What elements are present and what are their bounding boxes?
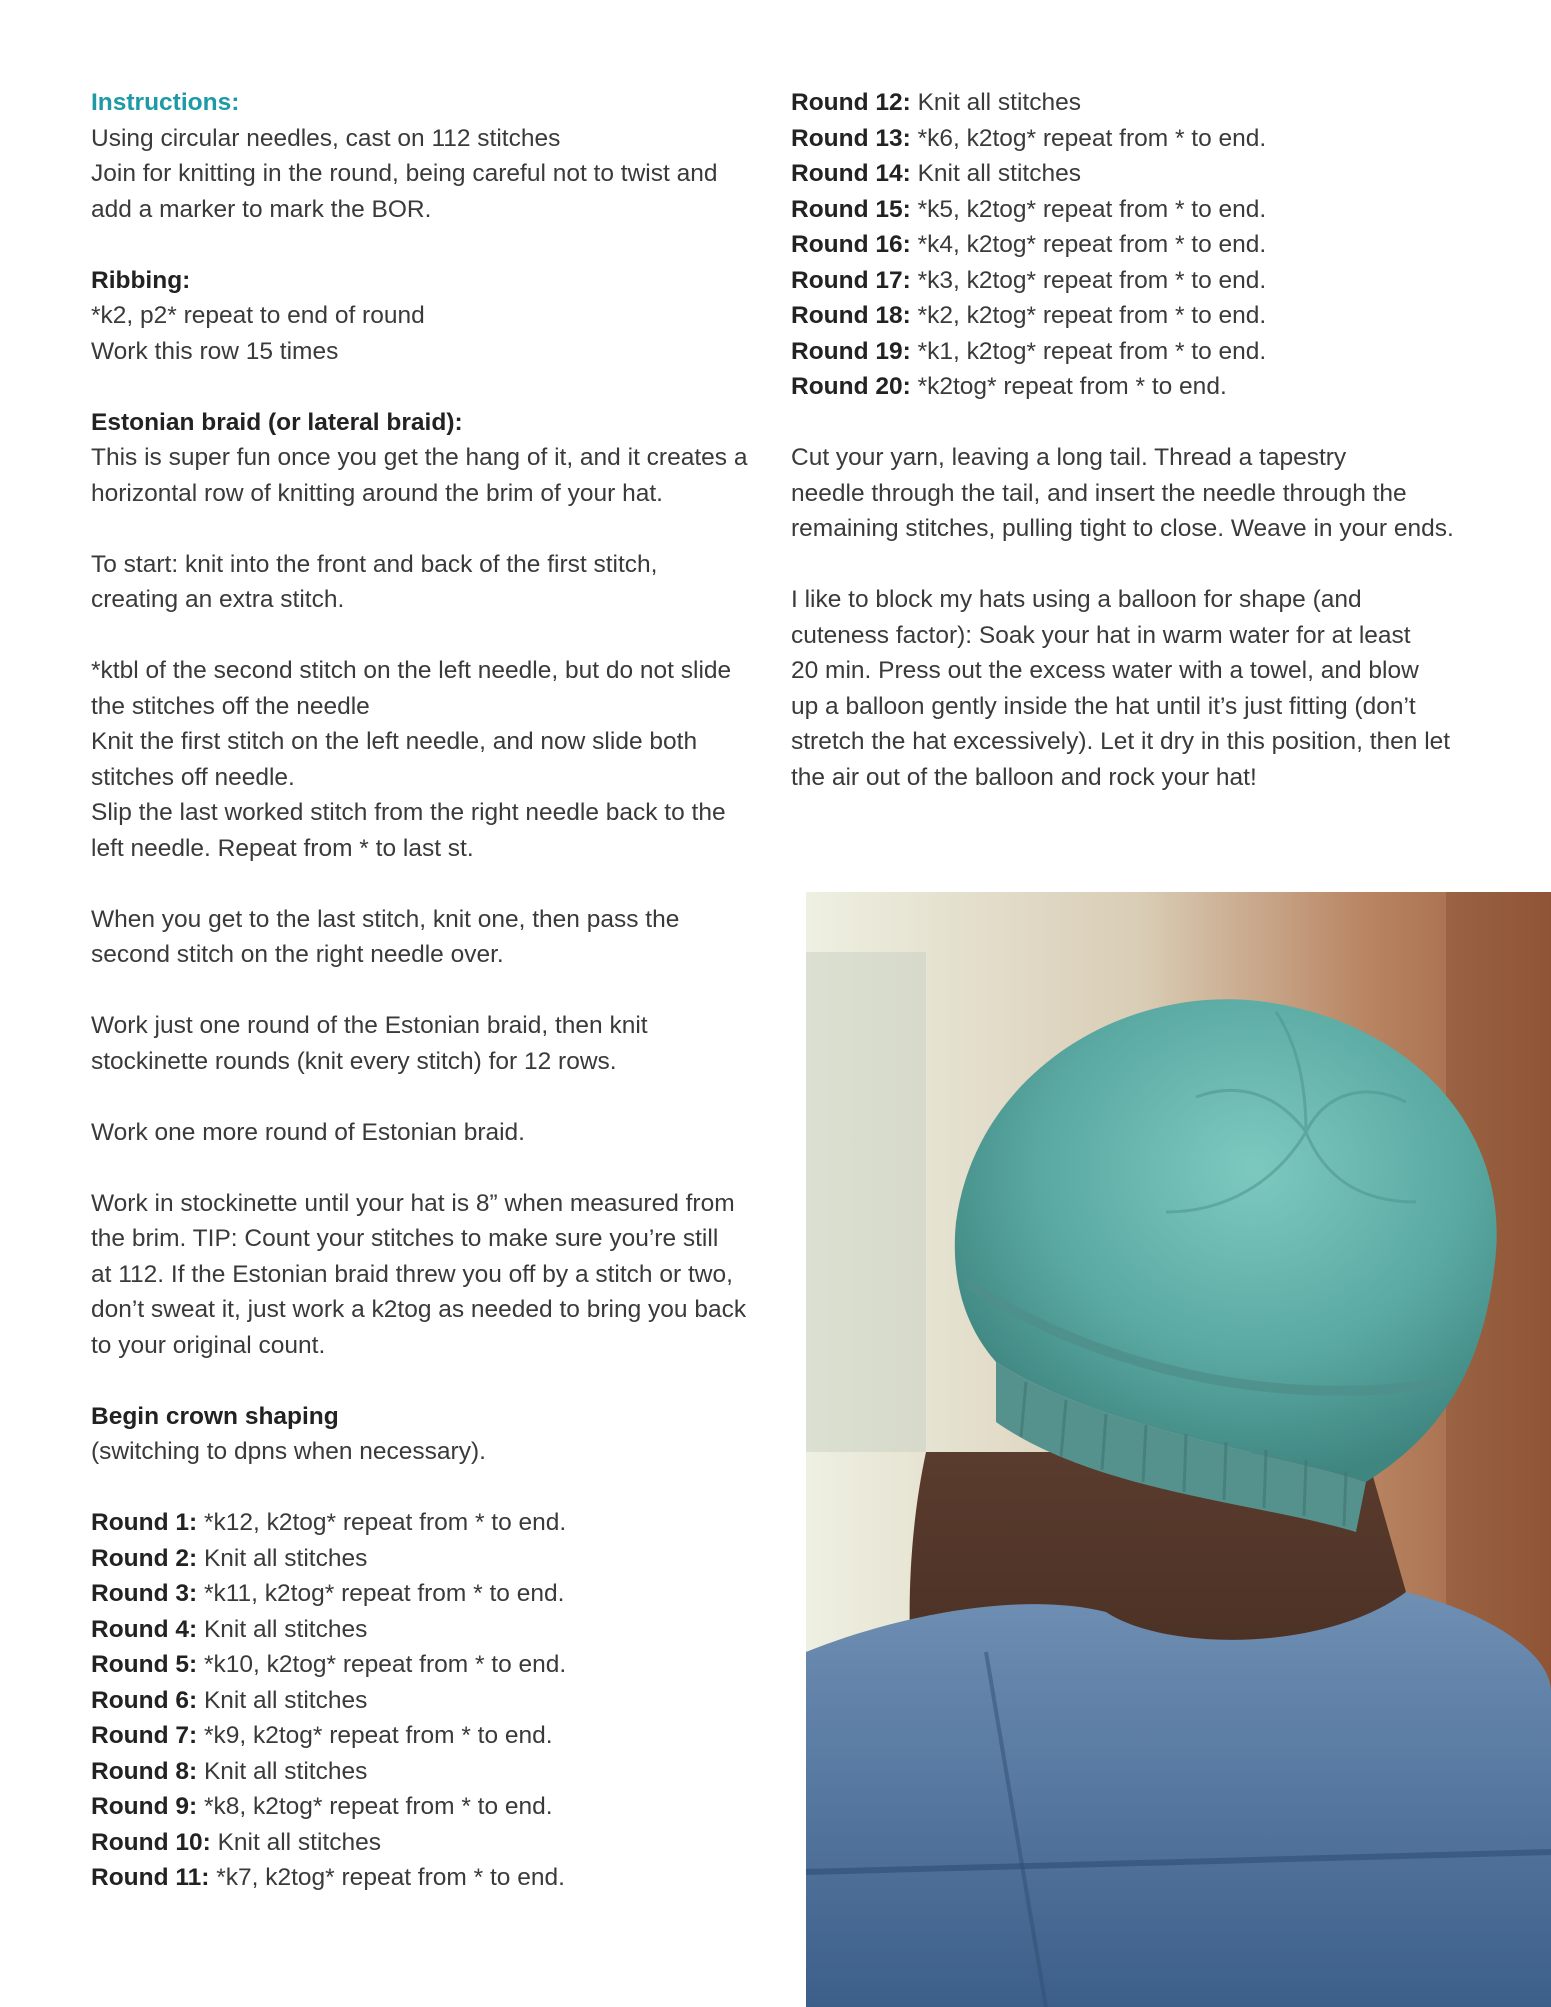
round-label: Round 10:	[91, 1828, 211, 1856]
round-label: Round 11:	[91, 1864, 210, 1891]
round-row	[91, 1789, 771, 1825]
last-stitch-line: second stitch on the right needle over.	[91, 941, 504, 968]
round-row	[91, 1505, 771, 1541]
braid-intro-line: horizontal row of knitting around the brim of your hat.	[91, 479, 663, 507]
round-label: Round 3:	[91, 1580, 198, 1607]
round-label: Round 12:	[791, 89, 911, 116]
stockinette-line: at 112. If the Estonian braid threw you off by a stitch or two,	[91, 1260, 733, 1288]
round-label: Round 14:	[791, 160, 911, 187]
round-row	[791, 227, 1471, 263]
one-round-line: Work just one round of the Estonian braid, then knit	[91, 1012, 648, 1039]
round-row	[791, 121, 1471, 157]
one-round-line: stockinette rounds (knit every stitch) for 12 rows.	[91, 1047, 617, 1075]
round-text: Knit all stitches	[910, 89, 1081, 116]
braid-start-line: creating an extra stitch.	[91, 586, 345, 613]
finish-line: remaining stitches, pulling tight to close. Weave in your ends.	[791, 515, 1454, 542]
round-row	[91, 1541, 771, 1577]
left-column	[91, 85, 771, 1896]
round-row	[791, 192, 1471, 228]
round-row	[91, 1754, 771, 1790]
crown-note: (switching to dpns when necessary).	[91, 1438, 486, 1465]
round-label: Round 9:	[91, 1793, 198, 1820]
round-label: Round 8:	[91, 1757, 198, 1785]
hat-photo-illustration	[806, 892, 1551, 2007]
round-text: Knit all stitches	[197, 1615, 368, 1643]
blocking-line: up a balloon gently inside the hat until it’s just fitting (don’t	[791, 692, 1416, 720]
round-label: Round 13:	[791, 124, 911, 152]
round-row	[791, 334, 1471, 370]
round-text: *k2, k2tog* repeat from * to end.	[910, 302, 1267, 329]
intro-line: Using circular needles, cast on 112 stitches	[91, 124, 561, 152]
round-row	[91, 1825, 771, 1861]
round-text: *k10, k2tog* repeat from * to end.	[197, 1651, 567, 1678]
braid-step-line: left needle. Repeat from * to last st.	[91, 834, 474, 862]
stockinette-line: the brim. TIP: Count your stitches to make sure you’re still	[91, 1225, 719, 1252]
braid-step-line: the stitches off the needle	[91, 692, 370, 720]
round-label: Round 1:	[91, 1509, 198, 1536]
round-label: Round 19:	[791, 337, 911, 365]
braid-step-line: stitches off needle.	[91, 763, 295, 791]
round-row	[91, 1683, 771, 1719]
round-row	[91, 1718, 771, 1754]
round-label: Round 4:	[91, 1615, 198, 1643]
round-text: Knit all stitches	[910, 160, 1081, 187]
round-label: Round 7:	[91, 1722, 198, 1749]
blocking-line: the air out of the balloon and rock your hat!	[791, 763, 1257, 791]
round-row	[791, 156, 1471, 192]
round-text: Knit all stitches	[197, 1757, 368, 1785]
braid-heading: Estonian braid (or lateral braid):	[91, 408, 463, 436]
intro-line: Join for knitting in the round, being careful not to twist and	[91, 160, 718, 187]
round-label: Round 17:	[791, 266, 911, 294]
braid-intro-line: This is super fun once you get the hang of it, and it creates a	[91, 444, 748, 471]
denim-jacket-shape	[806, 1592, 1551, 2007]
round-label: Round 18:	[791, 302, 911, 329]
crown-heading: Begin crown shaping	[91, 1402, 339, 1430]
stockinette-line: don’t sweat it, just work a k2tog as needed to bring you back	[91, 1296, 747, 1323]
last-stitch-line: When you get to the last stitch, knit one, then pass the	[91, 905, 680, 933]
finish-line: needle through the tail, and insert the needle through the	[791, 479, 1407, 507]
round-label: Round 2:	[91, 1544, 198, 1572]
round-text: *k6, k2tog* repeat from * to end.	[910, 124, 1267, 152]
round-row	[91, 1576, 771, 1612]
round-text: *k8, k2tog* repeat from * to end.	[197, 1793, 553, 1820]
stockinette-line: Work in stockinette until your hat is 8” when measured from	[91, 1189, 735, 1217]
round-row	[791, 369, 1471, 405]
round-text: *k9, k2tog* repeat from * to end.	[197, 1722, 553, 1749]
ribbing-line: Work this row 15 times	[91, 337, 339, 365]
round-text: Knit all stitches	[197, 1686, 368, 1714]
braid-step-line: Knit the first stitch on the left needle, and now slide both	[91, 728, 698, 755]
round-label: Round 15:	[791, 195, 911, 223]
hat-photo	[806, 892, 1551, 2007]
braid-step-line: *ktbl of the second stitch on the left needle, but do not slide	[91, 657, 732, 684]
round-row	[791, 263, 1471, 299]
round-row	[91, 1612, 771, 1648]
round-text: *k4, k2tog* repeat from * to end.	[910, 231, 1267, 258]
round-text: Knit all stitches	[197, 1544, 368, 1572]
round-label: Round 5:	[91, 1651, 198, 1678]
round-text: *k5, k2tog* repeat from * to end.	[910, 195, 1267, 223]
intro-line: add a marker to mark the BOR.	[91, 195, 432, 223]
blocking-line: 20 min. Press out the excess water with a towel, and blow	[791, 657, 1419, 684]
round-row	[91, 1860, 771, 1896]
braid-step-line: Slip the last worked stitch from the right needle back to the	[91, 799, 726, 826]
ribbing-line: *k2, p2* repeat to end of round	[91, 302, 425, 329]
round-text: Knit all stitches	[210, 1828, 381, 1856]
braid-start-line: To start: knit into the front and back of the first stitch,	[91, 550, 658, 578]
blocking-line: stretch the hat excessively). Let it dry in this position, then let	[791, 728, 1451, 755]
round-label: Round 20:	[791, 373, 911, 400]
round-label: Round 6:	[91, 1686, 198, 1714]
blocking-line: I like to block my hats using a balloon for shape (and	[791, 586, 1362, 613]
round-row	[91, 1647, 771, 1683]
round-text: *k11, k2tog* repeat from * to end.	[197, 1580, 565, 1607]
right-column	[791, 85, 1471, 795]
round-label: Round 16:	[791, 231, 911, 258]
one-more-line: Work one more round of Estonian braid.	[91, 1118, 525, 1146]
round-row	[791, 298, 1471, 334]
stockinette-line: to your original count.	[91, 1331, 326, 1359]
blocking-line: cuteness factor): Soak your hat in warm water for at least	[791, 621, 1411, 649]
ribbing-heading: Ribbing:	[91, 266, 191, 294]
round-text: *k1, k2tog* repeat from * to end.	[910, 337, 1267, 365]
finish-line: Cut your yarn, leaving a long tail. Thread a tapestry	[791, 444, 1347, 471]
round-text: *k3, k2tog* repeat from * to end.	[910, 266, 1267, 294]
instructions-heading: Instructions:	[91, 89, 240, 116]
round-text: *k2tog* repeat from * to end.	[910, 373, 1227, 400]
round-text: *k7, k2tog* repeat from * to end.	[209, 1864, 565, 1891]
round-row	[791, 85, 1471, 121]
round-text: *k12, k2tog* repeat from * to end.	[197, 1509, 567, 1536]
